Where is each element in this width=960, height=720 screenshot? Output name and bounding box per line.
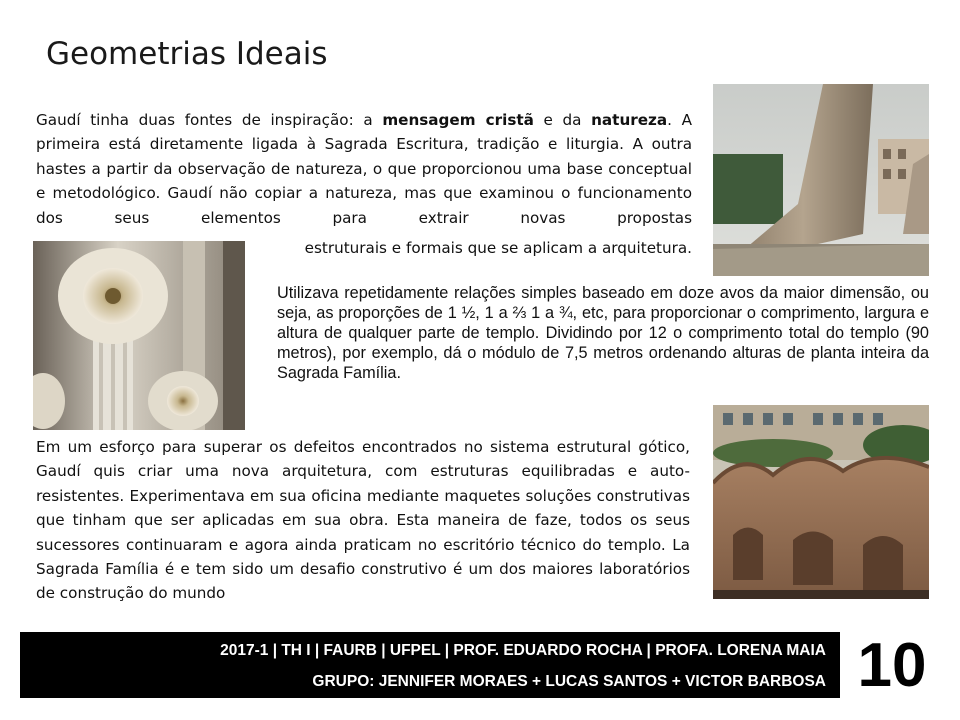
footer-course-info: 2017-1 | TH I | FAURB | UFPEL | PROF. EDUARDO ROCHA | PROFA. LORENA MAIA	[220, 642, 826, 659]
paragraph-inspiration	[36, 108, 692, 230]
photo-wavy-brick-roof	[713, 405, 929, 599]
para1-bold-nature: natureza	[591, 111, 668, 129]
page-number: 10	[857, 631, 927, 700]
paragraph-proportions: Utilizava repetidamente relações simples baseado em doze avos da maior dimensão, ou seja, as proporções de 1 ½, 1 a ⅔ 1 a ¾, etc, para proporcionar o comprimento, largura e altura de qualquer parte de templo. Dividindo por 12 o comprimento total do templo (90 metros), por exemplo, dá o módulo de 7,5 metros ordenando alturas de planta inteira da Sagrada Família.	[277, 284, 929, 382]
paragraph-inspiration-end: estruturais e formais que se aplicam a arquitetura.	[304, 239, 692, 257]
photo-inclined-column	[713, 84, 929, 276]
para1-bold-christian-message: mensagem cristã	[382, 111, 534, 129]
footer-group-members: GRUPO: JENNIFER MORAES + LUCAS SANTOS + VICTOR BARBOSA	[312, 673, 826, 690]
footer-bar	[20, 632, 840, 698]
paragraph-structure: Em um esforço para superar os defeitos encontrados no sistema estrutural gótico, Gaudí quis criar uma nova arquitetura, com estruturas equilibradas e auto-resistentes. Experimentava em sua oficina mediante maquetes soluções construtivas que tinham que ser aplicadas em sua obra. Esta maneira de faze, todos os seus sucessores continuaram e agora ainda praticam no escritório técnico do templo. La Sagrada Família é e tem sido um desafio construtivo é um dos maiores laboratórios de construção do mundo	[36, 438, 690, 603]
photo-ornamented-columns	[33, 241, 245, 430]
para1-text-c: . A primeira está diretamente ligada à Sagrada Escritura, tradição e liturgia. A outra hastes a partir da observação de natureza, o que proporcionou uma base conceptual e metodológico. Gaudí não copiar a natureza, mas que examinou o funcionamento dos seus elementos para extrair novas propostas	[36, 111, 693, 227]
para1-text-b: e da	[533, 111, 592, 129]
para1-text-a: Gaudí tinha duas fontes de inspiração: a	[36, 111, 383, 129]
slide-title: Geometrias Ideais	[46, 36, 328, 72]
